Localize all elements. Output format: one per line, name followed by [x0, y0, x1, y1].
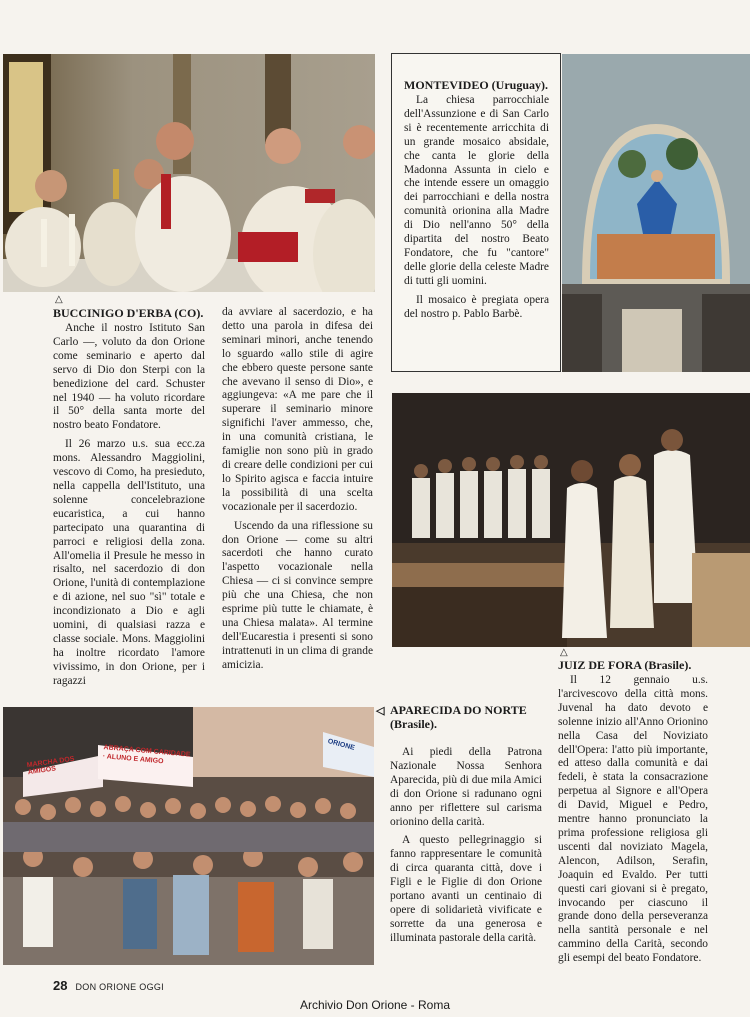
buccinigo-paragraph: Anche il nostro Istituto San Carlo —, voluto da don Orione come seminario e aperto dal servo di Dio don Sterpi con la benedizione del card. Schuster nel 1940 — ha voluto ricordare il 50° della santa morte del nostro beato Fondatore.: [53, 322, 205, 432]
photo-novices: [392, 393, 750, 647]
buccinigo-column-2: [222, 306, 373, 678]
montevideo-paragraph: La chiesa parrocchiale dell'Assunzione e di San Carlo si è recentemente arricchita di un grande mosaico absidale, che canta le glorie della Madonna Assunta in cielo e che intende essere un omaggio dei parrocchiani e della nostra comunità orionina alla Madre di Dio nell'anno 50° della dipartita del nostro Beato Fondatore, che fu "cantore" delle glorie della celeste Madre di tutti gli uomini.: [404, 94, 549, 287]
page-number: 28: [53, 978, 68, 993]
buccinigo-heading: BUCCINIGO D'ERBA (CO).: [53, 306, 204, 320]
buccinigo-column-1: [53, 306, 205, 694]
aparecida-heading-line2: (Brasile).: [390, 717, 437, 731]
banner-middle-text: ABRAÇA COM CARIDADE · ALUNO E AMIGO: [102, 744, 191, 766]
montevideo-heading: MONTEVIDEO (Uruguay).: [404, 78, 549, 92]
section-marker-triangle: △: [560, 647, 568, 658]
aparecida-paragraph: Ai piedi della Patrona Nazionale Nossa Senhora Aparecida, più di due mila Amici di don Orione si radunano ogni anno per riflettere sul carisma orionino della carità.: [390, 746, 542, 828]
buccinigo-paragraph: da avviare al sacerdozio, e ha detto una parola in difesa dei seminari minori, anche tenendo lo sguardo «allo stile di agire che ebbero queste persone sante che avevano il senso di Dio», e aggiungeva: «A me pare che il superare il seminario minore significhi l'aver ammesso, che, in una comunità cristiana, le famiglie non sono più in grado di creare delle condizioni per cui lo Spirito agisca e faccia intuire la possibilità di una scelta vocazionale per il sacerdozio.: [222, 306, 373, 513]
buccinigo-paragraph: Il 26 marzo u.s. sua ecc.za mons. Alessandro Maggiolini, vescovo di Como, ha presieduto, nella cappella dell'Istituto, una solenne concelebrazione eucaristica, a cui hanno partecipato una quarantina di parroci e religiosi della zona. All'omelia il Presule he messo in risalto, nel sacerdozio di don Orione, l'unità di contemplazione e di azione, nel suo "sì" totale e incondizionato a Dio e agli uomini, di qualsiasi razza e classe sociale. Mons. Maggiolini ha inoltre ricordato l'amore vivissimo, in don Orione, per i ragazzi: [53, 438, 205, 687]
section-marker-triangle: △: [55, 294, 63, 305]
juiz-heading: JUIZ DE FORA (Brasile).: [558, 658, 692, 672]
juiz-paragraph: Il 12 gennaio u.s. l'arcivescovo della città mons. Juvenal ha dato devoto e solenne inizio all'Anno Orionino nella Casa del Noviziato dell'Opera: l'atto più importante, ed atteso dalla comunità e dai fedeli, è stata la consacrazione perpetua al Signore e all'Opera di David, Miguel e Pedro, mentre hanno pronunciato la prima professione religiosa gli uscenti dal noviziato Magela, Alencon, Adilson, Serafin, Joaquin ed Evaldo. Per tutti questi cari giovani si è pregato, invocando per ciascuno il grande dono della perseveranza nella santità personale e nel cammino della Carità, secondo gli esempi del beato Fondatore.: [558, 674, 708, 965]
montevideo-article: [404, 78, 549, 327]
page-footer: [53, 977, 164, 995]
aparecida-marker: ◁: [376, 705, 385, 717]
photo-pilgrimage: [3, 707, 374, 965]
banner-right-text: ORIONE: [326, 738, 356, 752]
archive-credit: Archivio Don Orione - Roma: [299, 998, 451, 1012]
aparecida-article: [390, 746, 542, 951]
aparecida-heading: [390, 703, 540, 731]
buccinigo-paragraph: Uscendo da una riflessione su don Orione — come su altri sacerdoti che hanno curato l'aspetto vocazionale nella Chiesa — ci si convince sempre più che una Chiesa, che non esprime più tutte le chiamate, è una Chiesa malata». Al termine dell'Eucarestia i presenti si sono intrattenuti in un clima di grande amicizia.: [222, 519, 373, 671]
montevideo-paragraph: Il mosaico è pregiata opera del nostro p. Pablo Barbè.: [404, 293, 549, 320]
photo-concelebration: [3, 54, 375, 292]
juiz-article: [558, 658, 708, 971]
aparecida-heading-line1: APARECIDA DO NORTE: [390, 703, 527, 717]
banner-left-text: MARCHA DOS AMIGOS: [26, 755, 75, 777]
photo-mosaic: [562, 54, 750, 372]
magazine-title: DON ORIONE OGGI: [75, 982, 164, 992]
aparecida-paragraph: A questo pellegrinaggio si fanno rappresentare le comunità di circa quaranta città, dove i Figli e le Figlie di don Orione portano avanti un centinaio di opere di solidarietà vivificate e sorrette da una generosa e illuminata pastorale della carità.: [390, 834, 542, 944]
